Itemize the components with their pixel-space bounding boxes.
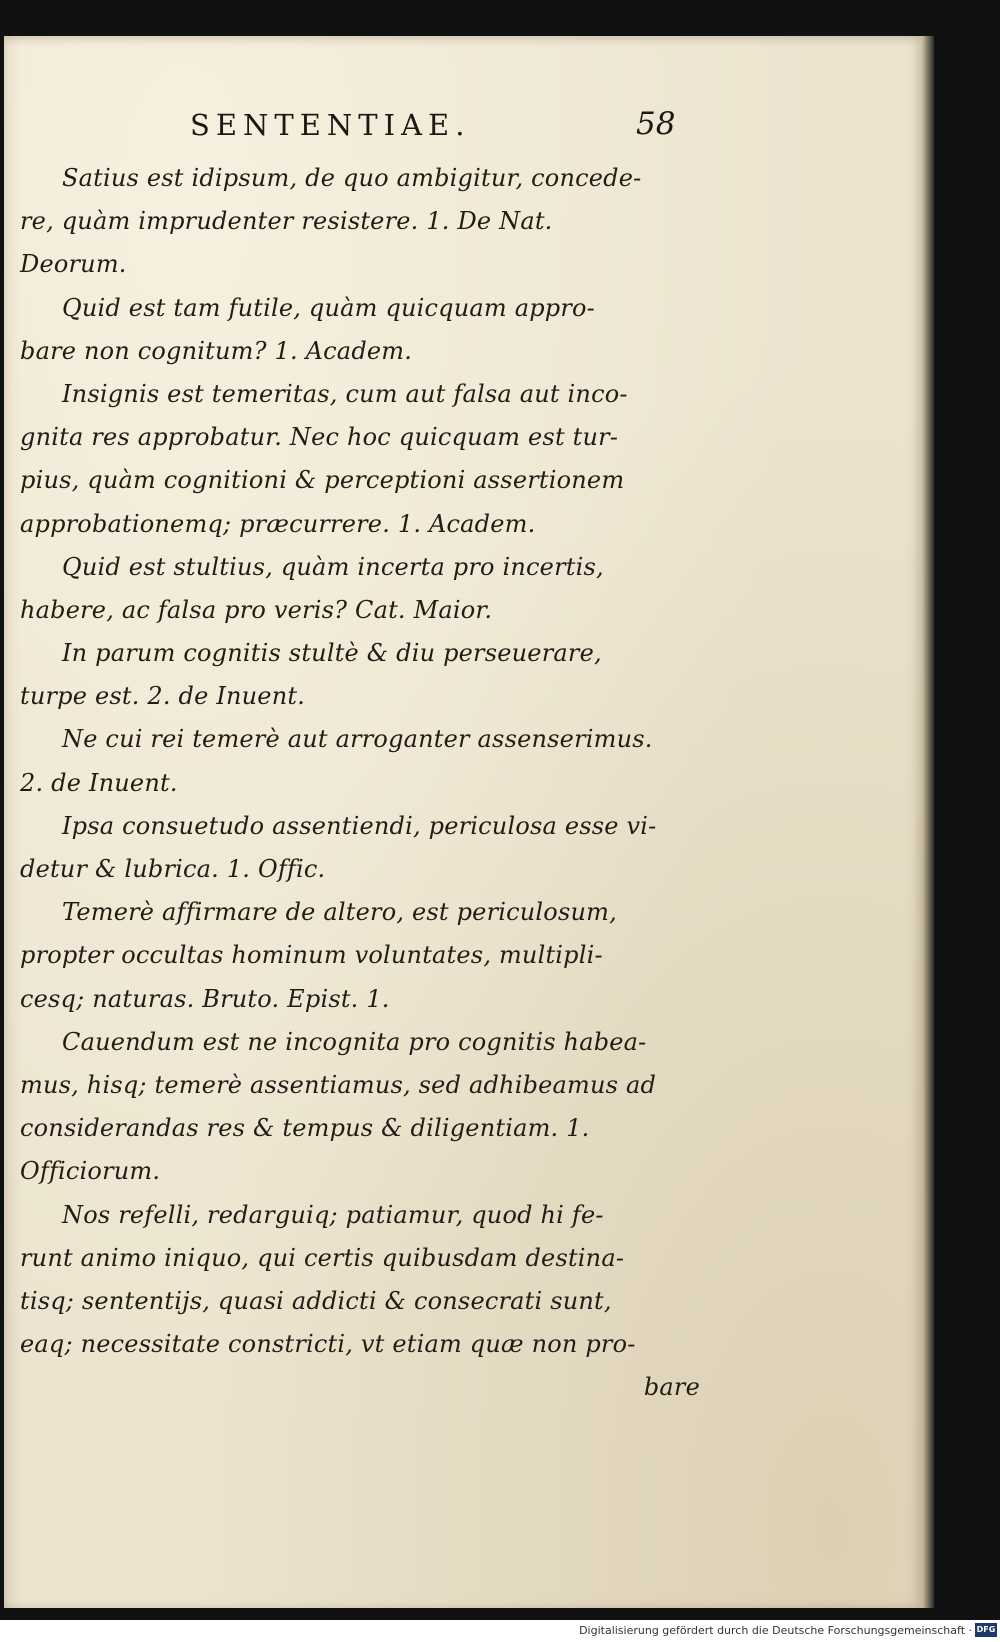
text-line: Cauendum est ne incognita pro cognitis habea- — [62, 1027, 647, 1056]
text-line: tisq; sententijs, quasi addicti & consecrati sunt, — [20, 1286, 612, 1315]
text-line: approbationemq; præcurrere. 1. Academ. — [20, 509, 536, 538]
text-body — [20, 157, 700, 1409]
text-line: bare non cognitum? 1. Academ. — [20, 336, 413, 365]
text-line: Deorum. — [20, 250, 127, 279]
text-line: runt animo iniquo, qui certis quibusdam destina- — [20, 1243, 625, 1272]
page-edge-shadow — [922, 36, 934, 1608]
footer-credit: Digitalisierung gefördert durch die Deutsche Forschungsgemeinschaft · — [579, 1624, 972, 1637]
text-line: mus, hisq; temerè assentiamus, sed adhibeamus ad — [20, 1070, 657, 1099]
text-line: propter occultas hominum voluntates, multipli- — [20, 941, 603, 970]
text-line: Nos refelli, redarguiq; patiamur, quod hi fe- — [62, 1200, 604, 1229]
text-line: considerandas res & tempus & diligentiam. 1. — [20, 1114, 590, 1143]
running-head: SENTENTIAE. — [190, 108, 471, 142]
text-line: Insignis est temeritas, cum aut falsa aut inco- — [62, 379, 628, 408]
footer-strip — [0, 1620, 1000, 1642]
page-number: 58 — [636, 106, 676, 142]
text-line: pius, quàm cognitioni & perceptioni assertionem — [20, 466, 625, 495]
text-line: turpe est. 2. de Inuent. — [20, 682, 306, 711]
text-line: Quid est tam futile, quàm quicquam appro- — [62, 293, 595, 322]
text-line: Quid est stultius, quàm incerta pro incertis, — [62, 552, 604, 581]
dfg-logo: DFG — [975, 1623, 997, 1637]
catchword: bare — [643, 1373, 700, 1402]
text-line: Satius est idipsum, de quo ambigitur, concede- — [62, 164, 642, 192]
text-line: 2. de Inuent. — [20, 768, 178, 797]
text-line: Temerè affirmare de altero, est periculosum, — [62, 898, 617, 927]
text-line: detur & lubrica. 1. Offic. — [20, 855, 326, 883]
text-line: Ne cui rei temerè aut arroganter assenserimus. — [62, 725, 653, 754]
text-line: Ipsa consuetudo assentiendi, periculosa esse vi- — [62, 811, 657, 840]
text-line: gnita res approbatur. Nec hoc quicquam est tur- — [20, 423, 619, 452]
text-line: Officiorum. — [20, 1157, 161, 1186]
text-line: habere, ac falsa pro veris? Cat. Maior. — [20, 595, 493, 624]
text-line: re, quàm imprudenter resistere. 1. De Nat. — [20, 207, 553, 236]
text-line: eaq; necessitate constricti, vt etiam quæ non pro- — [20, 1330, 636, 1359]
text-line: cesq; naturas. Bruto. Epist. 1. — [20, 984, 390, 1013]
text-line: In parum cognitis stultè & diu perseuerare, — [62, 639, 602, 668]
